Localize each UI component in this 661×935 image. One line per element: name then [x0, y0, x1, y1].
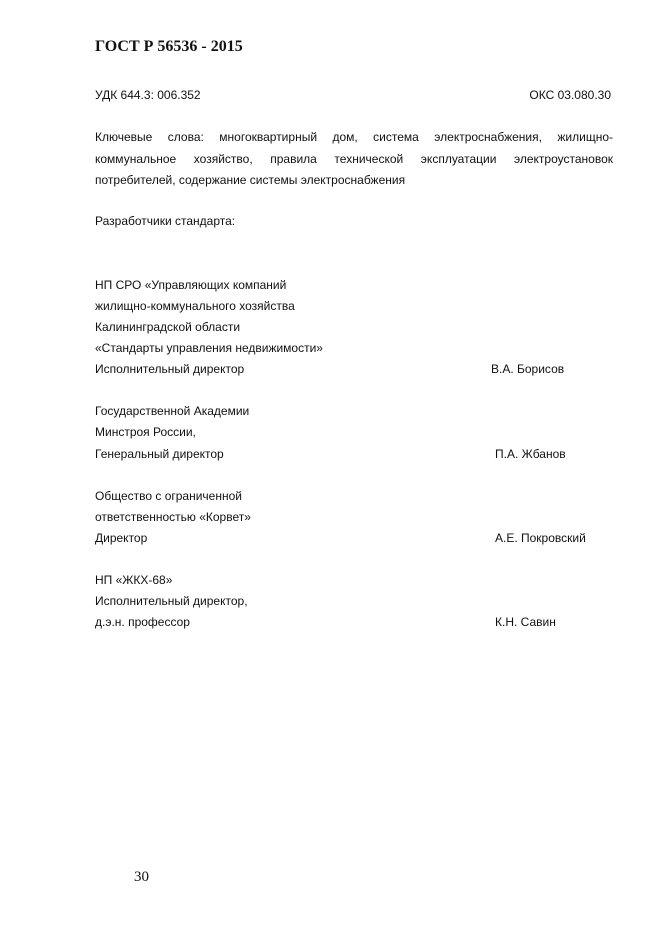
developer-position: Директор: [95, 531, 148, 545]
keywords-paragraph: [95, 127, 613, 192]
document-title: ГОСТ Р 56536 - 2015: [95, 38, 243, 55]
developer-org-line: «Стандарты управления недвижимости»: [95, 341, 323, 355]
developer-position: Исполнительный директор,: [95, 594, 248, 608]
developer-signatory-name: П.А. Жбанов: [495, 447, 566, 461]
developer-signatory-name: К.Н. Савин: [495, 615, 556, 629]
developer-signatory-name: А.Е. Покровский: [495, 531, 586, 545]
keywords-line: Ключевые слова: многоквартирный дом, система электроснабжения, жилищно-: [95, 130, 613, 144]
developer-org-line: Минстроя России,: [95, 425, 196, 439]
developer-org-line: НП «ЖКХ-68»: [95, 573, 173, 587]
page-number: 30: [134, 869, 149, 885]
developer-org-line: жилищно-коммунального хозяйства: [95, 299, 295, 313]
udk-code: УДК 644.3: 006.352: [95, 88, 201, 102]
keywords-line: потребителей, содержание системы электроснабжения: [95, 173, 406, 187]
keywords-line: коммунальное хозяйство, правила технической эксплуатации электроустановок: [95, 151, 613, 166]
developer-org-line: НП СРО «Управляющих компаний: [95, 278, 287, 292]
developer-signatory-name: В.А. Борисов: [491, 362, 565, 376]
developer-org-line: Государственной Академии: [95, 404, 250, 418]
developer-org-line: ответственностью «Корвет»: [95, 510, 251, 524]
oks-code: ОКС 03.080.30: [529, 88, 611, 102]
developers-heading: Разработчики стандарта:: [95, 214, 236, 228]
developer-position: д.э.н. профессор: [95, 615, 190, 629]
developer-position: Генеральный директор: [95, 447, 224, 461]
developer-position: Исполнительный директор: [95, 362, 245, 376]
developer-org-line: Калининградской области: [95, 320, 241, 334]
developer-org-line: Общество с ограниченной: [95, 489, 242, 503]
